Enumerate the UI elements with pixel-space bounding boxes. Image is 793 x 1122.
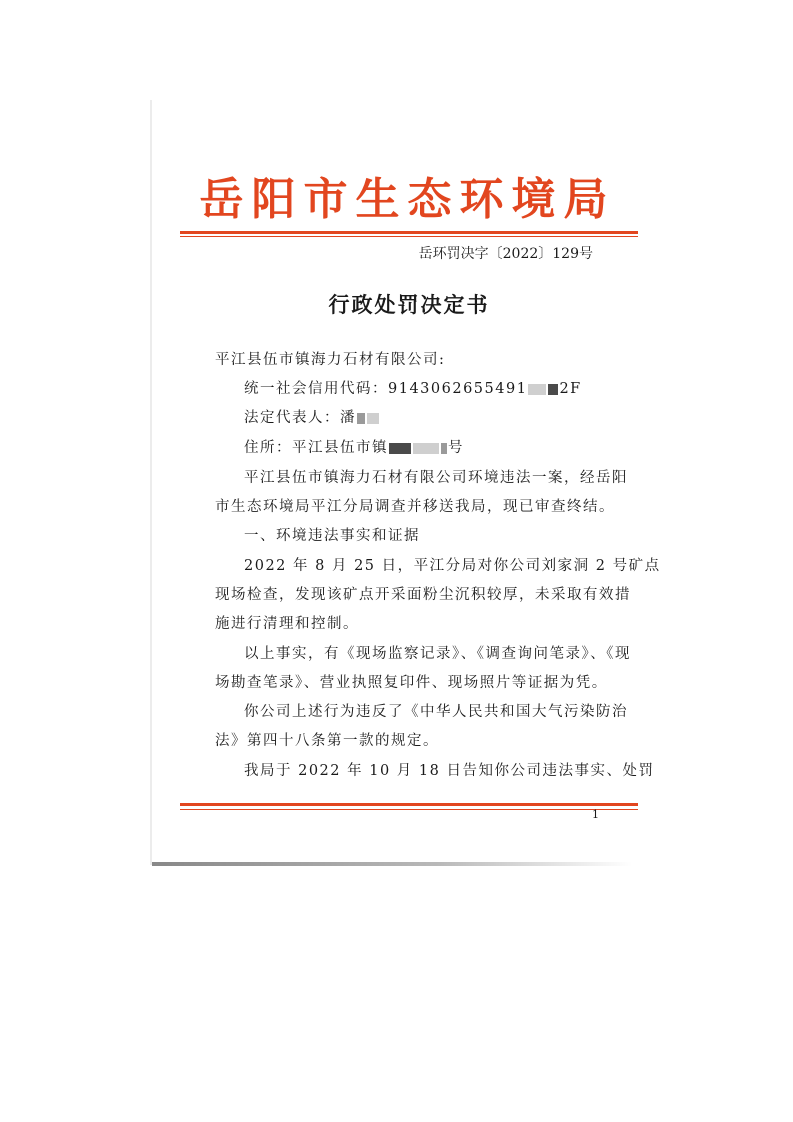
legal-rep-line — [244, 406, 380, 427]
legal-rep-visible: 潘 — [340, 410, 356, 426]
address-label: 住所： — [244, 440, 292, 456]
legal-rep-label: 法定代表人： — [244, 410, 340, 426]
body-line: 场勘查笔录》、营业执照复印件、现场照片等证据为凭。 — [215, 675, 608, 691]
footer-rule-thin — [180, 809, 638, 810]
footer-rule-thick — [180, 803, 638, 806]
body-line: 平江县伍市镇海力石材有限公司环境违法一案，经岳阳 — [244, 470, 628, 486]
recipient-line: 平江县伍市镇海力石材有限公司: — [215, 352, 446, 368]
redaction-mark — [357, 413, 365, 424]
redaction-mark — [528, 384, 546, 395]
document-heading: 行政处罚决定书 — [328, 292, 490, 317]
section-heading: 一、环境违法事实和证据 — [244, 528, 420, 544]
letterhead-title: 岳阳市生态环境局 — [199, 174, 616, 225]
credit-code-line — [244, 377, 582, 398]
body-line: 现场检查，发现该矿点开采面粉尘沉积较厚，未采取有效措 — [215, 587, 631, 603]
body-line: 法》第四十八条第一款的规定。 — [215, 733, 439, 749]
body-line: 以上事实，有《现场监察记录》、《调查询问笔录》、《现 — [244, 646, 631, 662]
redaction-mark — [548, 384, 558, 395]
credit-code-start: 9143062655491 — [388, 381, 528, 397]
letterhead-rule-thick — [180, 231, 638, 234]
address-start: 平江县伍市镇 — [292, 440, 388, 456]
body-line: 2022 年 8 月 25 日，平江分局对你公司刘家洞 2 号矿点 — [244, 558, 661, 574]
redaction-mark — [389, 443, 411, 454]
letterhead-rule-thin — [180, 236, 638, 237]
redaction-mark — [441, 443, 447, 454]
scan-edge-left — [150, 100, 152, 865]
credit-code-end: 2F — [559, 381, 582, 397]
redaction-mark — [367, 413, 379, 424]
address-line — [244, 436, 464, 457]
page-number: 1 — [592, 808, 599, 821]
address-end: 号 — [448, 440, 464, 456]
body-line: 施进行清理和控制。 — [215, 616, 359, 632]
redaction-mark — [413, 443, 439, 454]
scan-edge-bottom — [152, 862, 632, 866]
body-line: 我局于 2022 年 10 月 18 日告知你公司违法事实、处罚 — [244, 763, 655, 779]
body-line: 市生态环境局平江分局调查并移送我局，现已审查终结。 — [215, 499, 615, 515]
credit-code-label: 统一社会信用代码： — [244, 381, 388, 397]
document-number: 岳环罚决字〔2022〕129号 — [418, 246, 593, 262]
body-line: 你公司上述行为违反了《中华人民共和国大气污染防治 — [244, 704, 628, 720]
